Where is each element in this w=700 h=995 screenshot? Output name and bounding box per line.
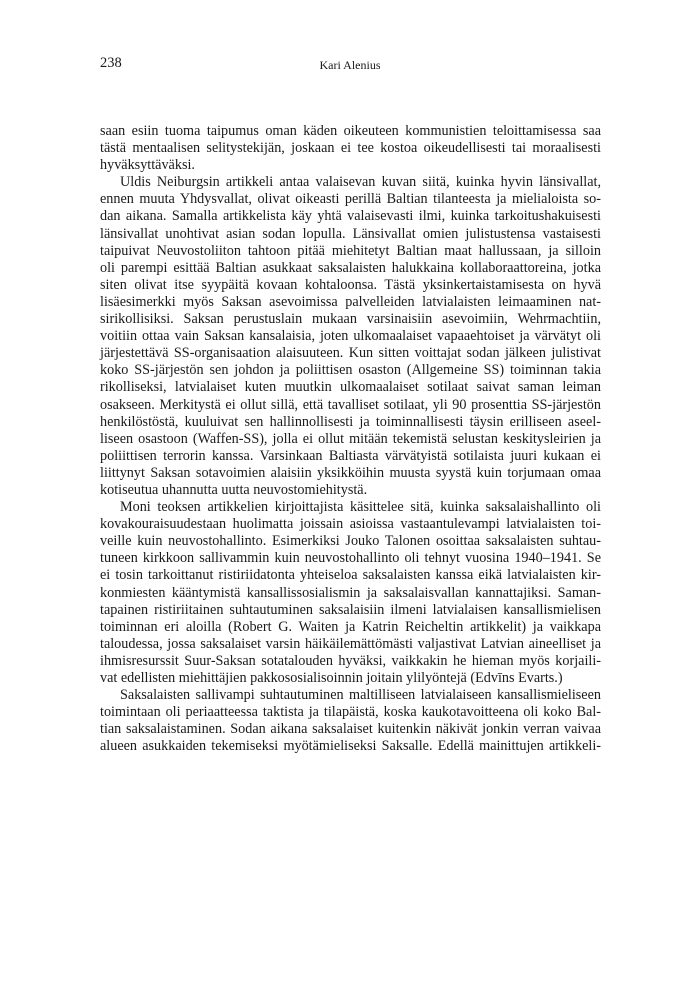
text-line: kotiseutua uhannutta uutta neuvostomiehitystä. <box>100 481 368 498</box>
text-line: vat edellisten miehittäjien pakkososialisoinnin joitain ylilyöntejä (Edvīns Evarts.) <box>100 670 563 686</box>
text-line: alueen asukkaiden tekemiseksi myötämieliseksi Saksalle. Edellä mainittujen artikkeli- <box>100 738 601 755</box>
text-line: siten olivat itse syypäitä kovaan kohtaloonsa. Tästä yksinkertaistamisesta on hyvä <box>100 276 601 293</box>
text-line: sirikollisiksi. Saksan perustuslain mukaan varsinaisiin asevoimiin, Wehrmachtiin, <box>100 311 601 328</box>
body-text <box>100 123 601 755</box>
paragraph <box>100 499 601 687</box>
text-line: kovakouraisuudestaan huolimatta joissain asioissa vastaantulevampi latvialaisten toi- <box>100 516 601 533</box>
text-line: toimintaan oli periaatteessa taktista ja tilapäistä, koska kaukotavoitteena oli koko Bal- <box>100 704 601 721</box>
text-line: koko SS-järjestön sen johdon ja poliittisen osaston (Allgemeine SS) toiminnan takia <box>100 362 601 379</box>
text-line: lisäesimerkki myös Saksan asevoimissa palvelleiden latvialaisten leimaaminen nat- <box>100 293 601 310</box>
text-line: henkilöstöstä, kuuluivat sen hallinnollisesti ja toiminnallisesti täysin erilliseen aseel- <box>100 413 601 430</box>
paragraph <box>100 123 601 174</box>
text-line: tapainen ristiriitainen suhtautuminen saksalaisiin ilmeni latvialaisen kansallismielisen <box>100 601 601 618</box>
text-line: konmiesten kääntymistä kansallissosialismin ja saksalaisvallan kannattajiksi. Saman- <box>100 584 601 601</box>
text-line: osakseen. Merkitystä ei ollut sillä, että tavalliset sotilaat, yli 90 prosenttia SS-järjestön <box>100 396 601 413</box>
text-line: rikolliseksi, latvialaiset kuten muutkin ulkomaalaiset sotilaat saivat saman leiman <box>100 379 601 396</box>
text-line: tuneen kirkkoon sallivammin kuin neuvostohallinto oli tehnyt vuosina 1940–1941. Se <box>100 550 601 567</box>
text-line: Uldis Neiburgsin artikkeli antaa valaisevan kuvan siitä, kuinka hyvin länsivallat, <box>120 174 601 191</box>
text-line: Saksalaisten sallivampi suhtautuminen maltilliseen latvialaiseen kansallismieliseen <box>120 687 601 704</box>
text-line: liseen osastoon (Waffen-SS), jolla ei ollut mitään tekemistä selustan keskitysleirien ja <box>100 430 601 447</box>
text-line: toiminnan eri aloilla (Robert G. Waiten ja Katrin Reicheltin artikkelit) ja vaikkapa <box>100 618 601 635</box>
text-line: tästä mentaalisen selitystekijän, joskaan ei tee kostoa oikeudellisesti tai moraalisesti <box>100 140 601 157</box>
text-line: tian saksalaistaminen. Sodan aikana saksalaiset kuitenkin näkivät jonkin verran vaivaa <box>100 721 601 738</box>
paragraph <box>100 174 601 499</box>
running-head: Kari Alenius <box>319 58 381 72</box>
text-line: taipuivat Neuvostoliiton tahtoon pitää miehitetyt Baltian maat hallussaan, ja silloin <box>100 242 601 259</box>
text-line: dan aikana. Samalla artikkelista käy yhtä valaisevasti ilmi, kuinka tarkoitushakuisesti <box>100 208 601 225</box>
text-line: oli parempi esittää Baltian asukkaat saksalaisten halukkaina kollaboraattoreina, jotka <box>100 259 601 276</box>
text-line: ihmisresurssit Suur-Saksan sotatalouden hyväksi, vaikkakin he hieman myös korjaili- <box>100 652 601 669</box>
paragraph <box>100 687 601 755</box>
text-line: hyväksyttäväksi. <box>100 157 195 174</box>
text-line: taloudessa, jossa saksalaiset varsin häikäilemättömästi valjastivat Latvian aineelliset ja <box>100 635 601 652</box>
text-line: liittynyt Saksan sotavoimien alaisiin yksikköihin muusta syystä kuin torjumaan omaa <box>100 464 601 481</box>
text-line: ei tosin tarkoittanut ristiriidatonta yhteiseloa saksalaisten kanssa eikä latvialaisten kir- <box>100 567 601 584</box>
text-line: järjestettävä SS-organisaation alaisuuteen. Kun sitten voittajat sodan jälkeen julistivat <box>100 345 601 362</box>
page-number: 238 <box>100 55 122 71</box>
text-line: voitiin ottaa vain Saksan kansalaisia, joten ulkomaalaiset vapaaehtoiset ja värvätyt oli <box>100 328 601 345</box>
text-line: poliittisen terrorin kanssa. Varsinkaan Baltiasta värvätyistä sotilaista juuri kukaan ei <box>100 447 601 464</box>
text-line: ennen muuta Yhdysvallat, olivat oikeasti perillä Baltian tilanteesta ja mielialoista so- <box>100 191 601 208</box>
text-line: veille kuin neuvostohallinto. Esimerkiksi Jouko Talonen osoittaa saksalaisten suhtau- <box>100 533 601 550</box>
text-line: Moni teoksen artikkelien kirjoittajista käsittelee sitä, kuinka saksalaishallinto oli <box>120 499 601 516</box>
text-line: saan esiin tuoma taipumus oman käden oikeuteen kommunistien teloittamisessa saa <box>100 123 601 139</box>
text-line: länsivallat unohtivat asian sodan lopulla. Länsivallat omien julistustensa vastaisesti <box>100 225 601 242</box>
